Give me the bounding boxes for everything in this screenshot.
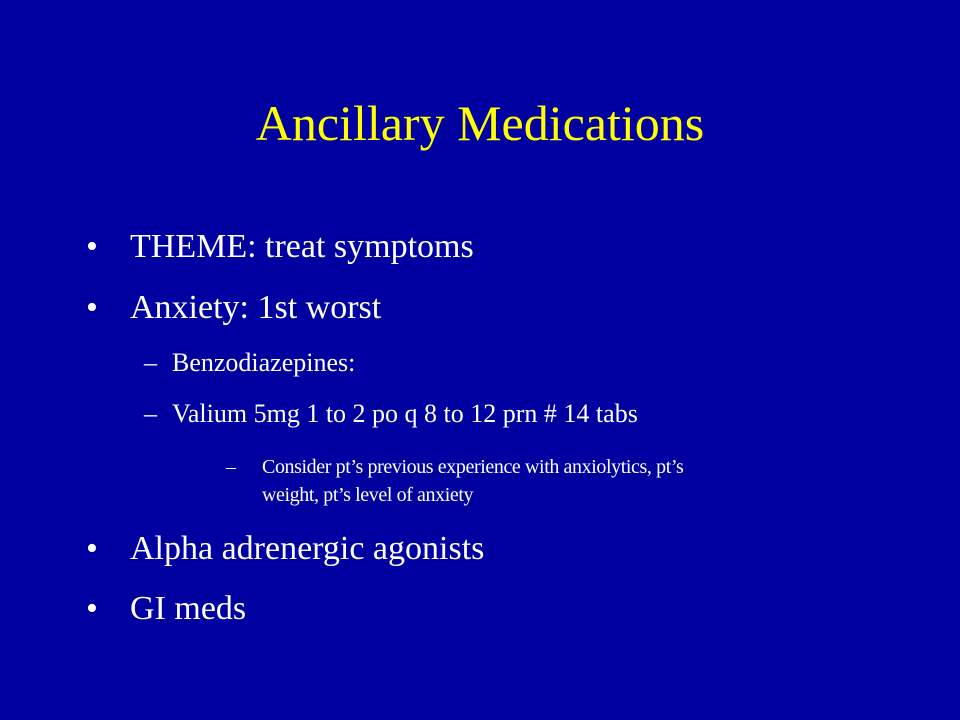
bullet-icon: •: [86, 289, 98, 326]
bullet-text: GI meds: [130, 590, 247, 627]
sub-item-text: Benzodiazepines:: [172, 348, 356, 377]
dash-icon: –: [226, 456, 236, 478]
dash-icon: –: [144, 399, 157, 428]
bullet-text: THEME: treat symptoms: [130, 228, 474, 265]
slide-title: Ancillary Medications: [255, 95, 705, 151]
sub-sub-item-text-line2: weight, pt’s level of anxiety: [262, 484, 474, 506]
bullet-text: Anxiety: 1st worst: [130, 289, 382, 326]
sub-item-text: Valium 5mg 1 to 2 po q 8 to 12 prn # 14 tabs: [172, 399, 638, 428]
bullet-icon: •: [86, 530, 98, 567]
bullet-icon: •: [86, 590, 98, 627]
dash-icon: –: [144, 348, 157, 377]
bullet-icon: •: [86, 228, 98, 265]
sub-sub-item-text-line1: Consider pt’s previous experience with anxiolytics, pt’s: [262, 456, 684, 478]
bullet-text: Alpha adrenergic agonists: [130, 530, 485, 567]
